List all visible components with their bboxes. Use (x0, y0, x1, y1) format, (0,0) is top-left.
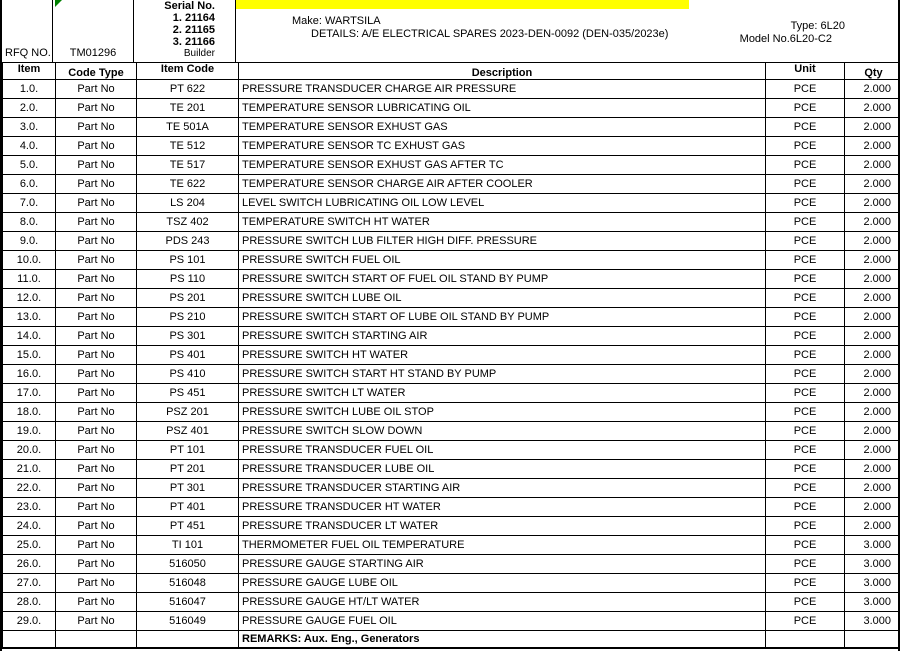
code-type-cell: Part No (56, 118, 137, 137)
qty-cell: 2.000 (845, 99, 900, 118)
rfq-label-cell (2, 0, 53, 62)
code-type-cell: Part No (56, 536, 137, 555)
code-type-cell: Part No (56, 498, 137, 517)
code-type-cell: Part No (56, 612, 137, 631)
description-cell: PRESSURE TRANSDUCER FUEL OIL (239, 441, 766, 460)
table-row (3, 593, 900, 612)
qty-cell: 2.000 (845, 251, 900, 270)
description-cell: TEMPERATURE SENSOR EXHUST GAS (239, 118, 766, 137)
code-type-cell: Part No (56, 270, 137, 289)
item-code-cell: PDS 243 (137, 232, 239, 251)
item-code-cell: PS 410 (137, 365, 239, 384)
item-cell: 29.0. (3, 612, 56, 631)
item-code-cell: PT 451 (137, 517, 239, 536)
qty-cell: 2.000 (845, 365, 900, 384)
table-row (3, 441, 900, 460)
item-cell: 5.0. (3, 156, 56, 175)
sheet-header (2, 0, 898, 62)
unit-cell: PCE (766, 270, 845, 289)
item-code-cell: 516049 (137, 612, 239, 631)
type-line: Type: 6L20 (790, 20, 845, 32)
model-line: Model No.6L20-C2 (739, 33, 832, 45)
item-cell: 4.0. (3, 137, 56, 156)
description-cell: PRESSURE SWITCH FUEL OIL (239, 251, 766, 270)
item-code-cell: PT 301 (137, 479, 239, 498)
qty-cell: 2.000 (845, 422, 900, 441)
qty-cell: 2.000 (845, 441, 900, 460)
rfq-number: TM01296 (69, 47, 117, 59)
table-row (3, 137, 900, 156)
description-cell: PRESSURE GAUGE HT/LT WATER (239, 593, 766, 612)
item-cell: 7.0. (3, 194, 56, 213)
item-cell: 2.0. (3, 99, 56, 118)
item-code-cell: TI 101 (137, 536, 239, 555)
description-cell: PRESSURE TRANSDUCER LUBE OIL (239, 460, 766, 479)
description-cell: PRESSURE SWITCH LUBE OIL STOP (239, 403, 766, 422)
description-cell: PRESSURE SWITCH LUBE OIL (239, 289, 766, 308)
code-type-cell: Part No (56, 99, 137, 118)
item-cell: 1.0. (3, 80, 56, 99)
make-line: Make: WARTSILA (292, 15, 381, 27)
unit-cell: PCE (766, 612, 845, 631)
unit-cell: PCE (766, 574, 845, 593)
table-row (3, 251, 900, 270)
details-line: DETAILS: A/E ELECTRICAL SPARES 2023-DEN-0092 (DEN-035/2023e) (311, 28, 669, 40)
description-cell: PRESSURE SWITCH START OF FUEL OIL STAND BY PUMP (239, 270, 766, 289)
qty-cell: 2.000 (845, 327, 900, 346)
unit-cell: PCE (766, 384, 845, 403)
item-cell: 27.0. (3, 574, 56, 593)
unit-cell: PCE (766, 99, 845, 118)
highlight-bar (236, 0, 689, 9)
serial-number-2: 2. 21165 (172, 24, 215, 36)
unit-cell: PCE (766, 441, 845, 460)
table-row (3, 80, 900, 99)
code-type-cell: Part No (56, 308, 137, 327)
code-type-cell: Part No (56, 137, 137, 156)
header-code-type: Code Type (56, 63, 137, 80)
remarks-row (3, 631, 900, 648)
item-code-cell: 516050 (137, 555, 239, 574)
table-header-row (3, 63, 900, 80)
unit-cell: PCE (766, 536, 845, 555)
code-type-cell: Part No (56, 365, 137, 384)
code-type-cell: Part No (56, 289, 137, 308)
qty-cell: 2.000 (845, 346, 900, 365)
code-type-cell: Part No (56, 194, 137, 213)
item-code-cell: PS 201 (137, 289, 239, 308)
item-code-cell: PSZ 401 (137, 422, 239, 441)
item-cell: 26.0. (3, 555, 56, 574)
code-type-cell: Part No (56, 384, 137, 403)
table-row (3, 175, 900, 194)
table-row (3, 574, 900, 593)
item-code-cell: PS 301 (137, 327, 239, 346)
item-cell: 18.0. (3, 403, 56, 422)
item-cell: 10.0. (3, 251, 56, 270)
table-row (3, 213, 900, 232)
item-cell: 13.0. (3, 308, 56, 327)
code-type-cell: Part No (56, 441, 137, 460)
item-code-cell: PS 110 (137, 270, 239, 289)
item-code-cell: LS 204 (137, 194, 239, 213)
table-row (3, 289, 900, 308)
table-row (3, 346, 900, 365)
item-cell: 19.0. (3, 422, 56, 441)
item-cell: 6.0. (3, 175, 56, 194)
description-cell: LEVEL SWITCH LUBRICATING OIL LOW LEVEL (239, 194, 766, 213)
unit-cell: PCE (766, 194, 845, 213)
item-code-cell: TE 512 (137, 137, 239, 156)
unit-cell: PCE (766, 403, 845, 422)
unit-cell: PCE (766, 137, 845, 156)
table-row (3, 327, 900, 346)
table-row (3, 460, 900, 479)
item-cell: 8.0. (3, 213, 56, 232)
item-code-cell: TE 622 (137, 175, 239, 194)
code-type-cell: Part No (56, 593, 137, 612)
unit-cell: PCE (766, 156, 845, 175)
item-cell: 22.0. (3, 479, 56, 498)
qty-cell: 3.000 (845, 536, 900, 555)
item-code-cell: TE 517 (137, 156, 239, 175)
unit-cell: PCE (766, 251, 845, 270)
unit-cell: PCE (766, 365, 845, 384)
table-row (3, 555, 900, 574)
header-item-code: Item Code (137, 63, 239, 80)
qty-cell: 2.000 (845, 270, 900, 289)
unit-cell: PCE (766, 327, 845, 346)
item-code-cell: 516047 (137, 593, 239, 612)
code-type-cell: Part No (56, 460, 137, 479)
description-cell: PRESSURE TRANSDUCER LT WATER (239, 517, 766, 536)
item-cell: 21.0. (3, 460, 56, 479)
item-cell: 12.0. (3, 289, 56, 308)
item-code-cell: PS 451 (137, 384, 239, 403)
builder-label: Builder (183, 48, 215, 59)
qty-cell: 2.000 (845, 479, 900, 498)
unit-cell: PCE (766, 175, 845, 194)
header-description: Description (239, 63, 766, 80)
code-type-cell: Part No (56, 346, 137, 365)
qty-cell: 2.000 (845, 232, 900, 251)
unit-cell: PCE (766, 289, 845, 308)
serial-number-cell (134, 0, 236, 62)
qty-cell: 2.000 (845, 308, 900, 327)
code-type-cell: Part No (56, 175, 137, 194)
item-code-cell: PS 210 (137, 308, 239, 327)
item-code-cell: TE 501A (137, 118, 239, 137)
table-row (3, 118, 900, 137)
item-code-cell: PT 101 (137, 441, 239, 460)
empty-item-cell (3, 631, 56, 648)
unit-cell: PCE (766, 346, 845, 365)
unit-cell: PCE (766, 213, 845, 232)
table-row (3, 517, 900, 536)
table-row (3, 384, 900, 403)
unit-cell: PCE (766, 308, 845, 327)
description-cell: PRESSURE GAUGE STARTING AIR (239, 555, 766, 574)
unit-cell: PCE (766, 555, 845, 574)
table-row (3, 536, 900, 555)
description-cell: TEMPERATURE SENSOR EXHUST GAS AFTER TC (239, 156, 766, 175)
table-row (3, 498, 900, 517)
qty-cell: 2.000 (845, 213, 900, 232)
table-row (3, 365, 900, 384)
qty-cell: 3.000 (845, 612, 900, 631)
empty-qty-cell (845, 631, 900, 648)
item-cell: 11.0. (3, 270, 56, 289)
item-code-cell: PT 622 (137, 80, 239, 99)
unit-cell: PCE (766, 593, 845, 612)
empty-code-type-cell (56, 631, 137, 648)
unit-cell: PCE (766, 498, 845, 517)
description-cell: TEMPERATURE SENSOR LUBRICATING OIL (239, 99, 766, 118)
remarks-text: REMARKS: Aux. Eng., Generators (239, 631, 766, 648)
code-type-cell: Part No (56, 517, 137, 536)
item-code-cell: PS 101 (137, 251, 239, 270)
description-cell: TEMPERATURE SENSOR TC EXHUST GAS (239, 137, 766, 156)
table-row (3, 99, 900, 118)
item-cell: 23.0. (3, 498, 56, 517)
table-row (3, 232, 900, 251)
item-code-cell: 516048 (137, 574, 239, 593)
item-code-cell: PT 401 (137, 498, 239, 517)
unit-cell: PCE (766, 517, 845, 536)
unit-cell: PCE (766, 479, 845, 498)
code-type-cell: Part No (56, 232, 137, 251)
description-cell: PRESSURE SWITCH STARTING AIR (239, 327, 766, 346)
item-cell: 20.0. (3, 441, 56, 460)
code-type-cell: Part No (56, 251, 137, 270)
unit-cell: PCE (766, 232, 845, 251)
description-cell: PRESSURE GAUGE FUEL OIL (239, 612, 766, 631)
description-cell: TEMPERATURE SENSOR CHARGE AIR AFTER COOLER (239, 175, 766, 194)
serial-number-3: 3. 21166 (172, 36, 215, 48)
item-cell: 14.0. (3, 327, 56, 346)
description-cell: PRESSURE SWITCH HT WATER (239, 346, 766, 365)
item-cell: 3.0. (3, 118, 56, 137)
qty-cell: 2.000 (845, 460, 900, 479)
description-cell: PRESSURE TRANSDUCER HT WATER (239, 498, 766, 517)
code-type-cell: Part No (56, 156, 137, 175)
qty-cell: 2.000 (845, 384, 900, 403)
unit-cell: PCE (766, 118, 845, 137)
item-code-cell: PSZ 201 (137, 403, 239, 422)
unit-cell: PCE (766, 460, 845, 479)
header-unit: Unit (766, 63, 845, 80)
header-qty: Qty (845, 63, 900, 80)
unit-cell: PCE (766, 80, 845, 99)
code-type-cell: Part No (56, 422, 137, 441)
code-type-cell: Part No (56, 574, 137, 593)
item-cell: 24.0. (3, 517, 56, 536)
serial-number-1: 1. 21164 (172, 12, 215, 24)
spares-table (2, 62, 900, 649)
item-cell: 15.0. (3, 346, 56, 365)
description-cell: PRESSURE SWITCH SLOW DOWN (239, 422, 766, 441)
table-row (3, 156, 900, 175)
table-row (3, 479, 900, 498)
code-type-cell: Part No (56, 80, 137, 99)
item-code-cell: PS 401 (137, 346, 239, 365)
comment-marker-icon (55, 0, 62, 7)
item-cell: 28.0. (3, 593, 56, 612)
description-cell: PRESSURE SWITCH LUB FILTER HIGH DIFF. PRESSURE (239, 232, 766, 251)
header-item: Item (3, 63, 56, 80)
unit-cell: PCE (766, 422, 845, 441)
item-code-cell: PT 201 (137, 460, 239, 479)
qty-cell: 2.000 (845, 194, 900, 213)
table-row (3, 270, 900, 289)
item-code-cell: TE 201 (137, 99, 239, 118)
qty-cell: 2.000 (845, 498, 900, 517)
qty-cell: 2.000 (845, 137, 900, 156)
qty-cell: 2.000 (845, 175, 900, 194)
item-code-cell: TSZ 402 (137, 213, 239, 232)
rfq-number-cell (53, 0, 134, 62)
item-cell: 16.0. (3, 365, 56, 384)
qty-cell: 3.000 (845, 593, 900, 612)
table-row (3, 612, 900, 631)
description-cell: PRESSURE TRANSDUCER STARTING AIR (239, 479, 766, 498)
description-cell: PRESSURE SWITCH START OF LUBE OIL STAND BY PUMP (239, 308, 766, 327)
table-row (3, 422, 900, 441)
qty-cell: 3.000 (845, 574, 900, 593)
code-type-cell: Part No (56, 213, 137, 232)
table-row (3, 403, 900, 422)
qty-cell: 2.000 (845, 118, 900, 137)
description-cell: THERMOMETER FUEL OIL TEMPERATURE (239, 536, 766, 555)
description-cell: PRESSURE GAUGE LUBE OIL (239, 574, 766, 593)
code-type-cell: Part No (56, 403, 137, 422)
code-type-cell: Part No (56, 327, 137, 346)
empty-unit-cell (766, 631, 845, 648)
rfq-label: RFQ NO. (5, 47, 51, 59)
description-cell: PRESSURE SWITCH START HT STAND BY PUMP (239, 365, 766, 384)
code-type-cell: Part No (56, 555, 137, 574)
description-cell: TEMPERATURE SWITCH HT WATER (239, 213, 766, 232)
qty-cell: 2.000 (845, 156, 900, 175)
code-type-cell: Part No (56, 479, 137, 498)
qty-cell: 2.000 (845, 517, 900, 536)
item-cell: 25.0. (3, 536, 56, 555)
item-cell: 9.0. (3, 232, 56, 251)
description-cell: PRESSURE SWITCH LT WATER (239, 384, 766, 403)
qty-cell: 3.000 (845, 555, 900, 574)
table-row (3, 308, 900, 327)
qty-cell: 2.000 (845, 80, 900, 99)
serial-title: Serial No. (164, 0, 215, 12)
item-cell: 17.0. (3, 384, 56, 403)
empty-item-code-cell (137, 631, 239, 648)
qty-cell: 2.000 (845, 403, 900, 422)
qty-cell: 2.000 (845, 289, 900, 308)
description-cell: PRESSURE TRANSDUCER CHARGE AIR PRESSURE (239, 80, 766, 99)
table-row (3, 194, 900, 213)
